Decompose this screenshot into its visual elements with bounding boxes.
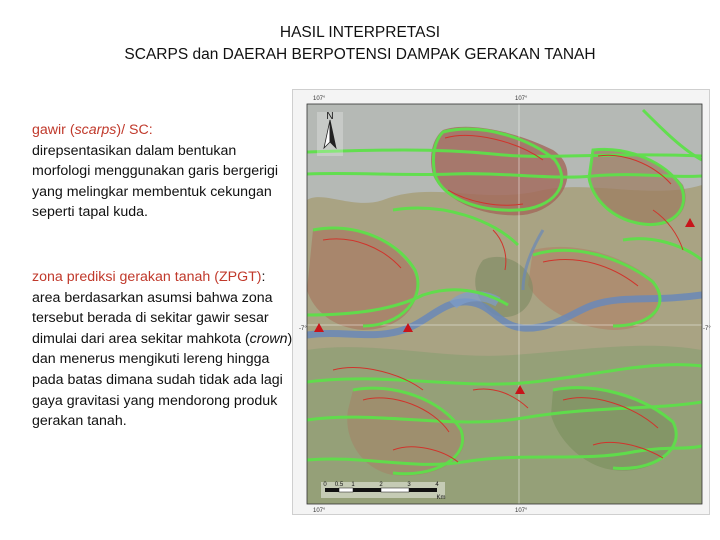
interpretation-map [292,89,710,515]
scale-unit: Km [436,495,446,501]
coord-top-left: 107° [313,96,326,102]
zone-heading-part: zona prediksi gerakan tanah [32,268,211,285]
title-line-2: SCARPS dan DAERAH BERPOTENSI DAMPAK GERAKAN TANAH [124,46,596,63]
coord-bottom-right: 107° [515,508,528,514]
zone-description-part: area berdasarkan asumsi bahwa zona tersebut berada di sekitar gawir sesar dimulai dari area sekitar mahkota ( [32,289,273,347]
scale-label: 1 [351,482,355,488]
scarp-description: direpsentasikan dalam bentukan morfologi menggunakan garis bergerigi yang melingkar membentuk cekungan seperti tapal kuda. [32,142,279,221]
north-label: N [326,111,334,122]
coord-top-right: 107° [515,96,528,102]
scale-label: 3 [407,482,411,488]
coord-left-mid: -7° [299,326,307,332]
coord-right-mid: -7° [703,326,711,332]
north-arrow-icon [317,111,343,156]
scarp-heading-part: gawir ( [32,122,75,138]
zone-heading-colon: : [261,268,266,285]
scale-label: 0.5 [334,482,344,488]
description-panel [32,120,294,432]
scale-label: 2 [379,482,383,488]
coord-bottom-left: 107° [313,508,326,514]
title-line-1: HASIL INTERPRETASI [279,24,441,41]
scarp-heading-part: )/ SC: [116,122,153,138]
zone-heading-abbrev: (ZPGT) [214,268,262,285]
zone-heading [32,267,294,288]
zone-description-italic: crown [249,330,288,347]
zone-description-part: ) dan menerus mengikuti lereng hingga pada batas dimana sudah tidak ada lagi gaya gravitasi yang mendorong produk gerakan tanah. [32,330,293,430]
scarp-heading [32,120,294,141]
slide-title [0,22,720,66]
scale-label: 4 [435,482,439,488]
scale-label: 0 [323,482,327,488]
map-figure [293,90,709,514]
scarp-heading-italic: scarps [74,122,117,138]
zone-description [32,288,294,432]
